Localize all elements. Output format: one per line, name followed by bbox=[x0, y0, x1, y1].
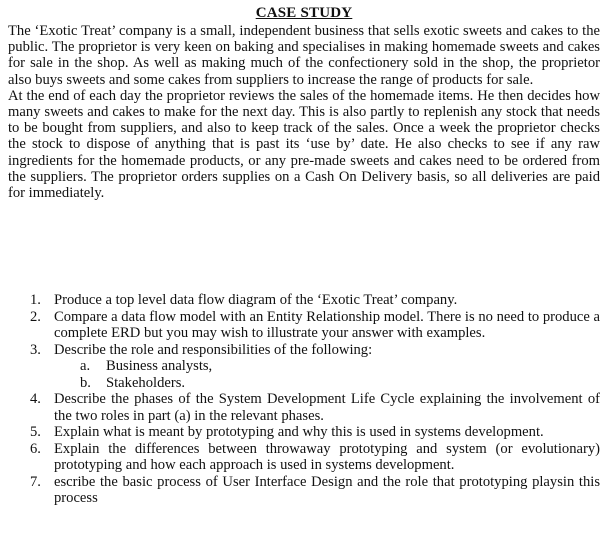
sub-question-letter: b. bbox=[80, 374, 91, 391]
case-paragraph-2: At the end of each day the proprietor reviews the sales of the homemade items. He then decides how many sweets and cakes to make for the next day. This is also partly to replenish any stock that needs to be bought from suppliers, and also to keep track of the sales. Once a week the proprietor checks the stock to dispose of anything that is past its ‘use by’ date. He also checks to see if any raw ingredients for the homemade products, or any pre-made sweets and cakes need to be ordered from the suppliers. The proprietor orders supplies on a Cash On Delivery basis, so all deliveries are paid for immediately. bbox=[8, 87, 600, 202]
case-paragraph-1: The ‘Exotic Treat’ company is a small, independent business that sells exotic sweets and cakes to the public. The proprietor is very keen on baking and specialises in making homemade sweets and cakes for sale in the shop. As well as making much of the confectionery sold in the shop, the proprietor also buys sweets and some cakes from suppliers to increase the range of products for sale. bbox=[8, 23, 600, 88]
question-text: Explain the differences between throwaway prototyping and system (or evolutionary) prototyping and how each approach is used in systems development. bbox=[54, 440, 600, 473]
question-text: Compare a data flow model with an Entity Relationship model. There is no need to produce a complete ERD but you may wish to illustrate your answer with examples. bbox=[54, 308, 600, 341]
question-number: 3. bbox=[30, 341, 41, 358]
case-study-text bbox=[8, 23, 600, 201]
question-text: Describe the role and responsibilities of the following: bbox=[54, 341, 373, 358]
question-number: 2. bbox=[30, 308, 41, 325]
question-number: 5. bbox=[30, 424, 41, 440]
page-title: CASE STUDY bbox=[255, 5, 353, 21]
question-item bbox=[8, 309, 600, 342]
question-number: 1. bbox=[30, 292, 41, 308]
sub-question-letter: a. bbox=[80, 358, 91, 374]
question-item bbox=[8, 424, 600, 441]
question-number: 4. bbox=[30, 391, 41, 407]
question-number: 7. bbox=[30, 473, 41, 490]
question-number: 6. bbox=[30, 440, 41, 457]
question-text: Explain what is meant by prototyping and why this is used in systems development. bbox=[54, 424, 544, 440]
sub-question-item bbox=[8, 358, 600, 375]
question-text: Describe the phases of the System Development Life Cycle explaining the involvement of the two roles in part (a) in the relevant phases. bbox=[54, 391, 600, 424]
sub-question-text: Business analysts, bbox=[106, 358, 213, 374]
question-text: Produce a top level data flow diagram of the ‘Exotic Treat’ company. bbox=[54, 292, 458, 308]
question-list bbox=[8, 292, 600, 507]
question-item bbox=[8, 391, 600, 424]
question-item bbox=[8, 292, 600, 309]
question-text: escribe the basic process of User Interface Design and the role that prototyping playsin this process bbox=[54, 473, 600, 506]
sub-question-item bbox=[8, 375, 600, 392]
question-item bbox=[8, 342, 600, 359]
question-item bbox=[8, 474, 600, 507]
sub-question-text: Stakeholders. bbox=[106, 374, 186, 391]
question-item bbox=[8, 441, 600, 474]
